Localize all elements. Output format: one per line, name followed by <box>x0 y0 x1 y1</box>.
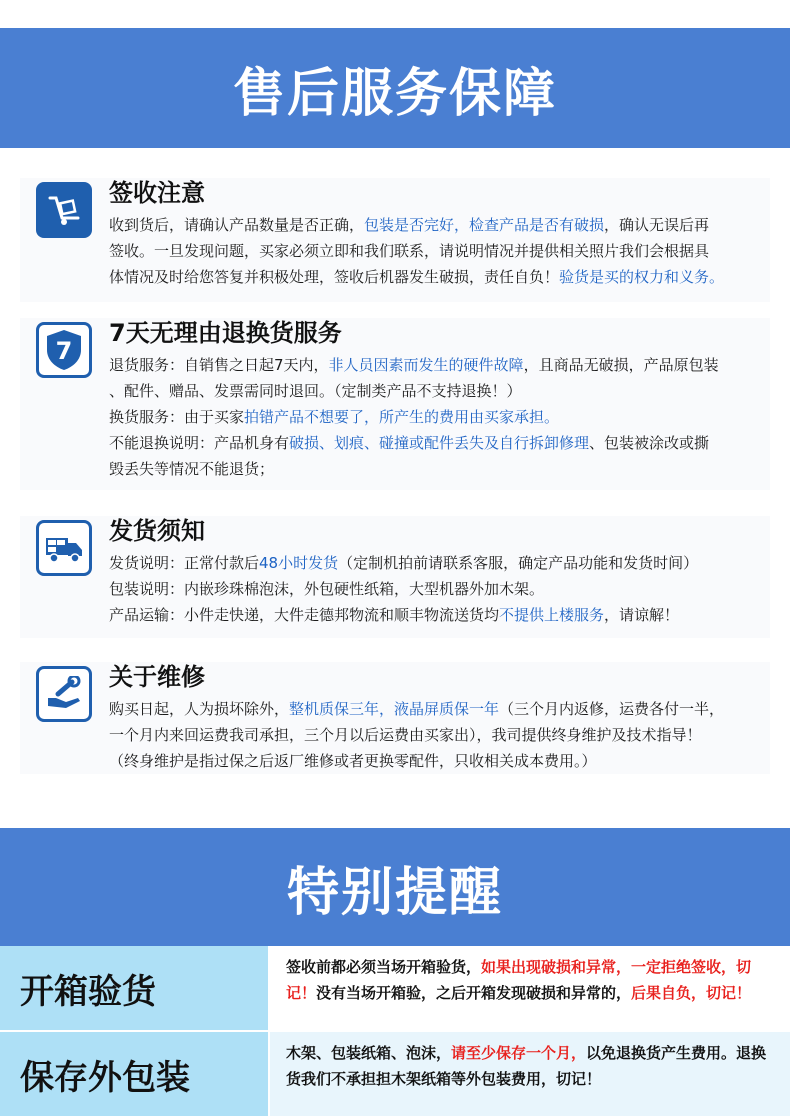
body-text: 换货服务：由于买家 <box>109 408 245 426</box>
warning-text: 请至少保存一个月， <box>451 1044 587 1062</box>
reminder-label: 开箱验货 <box>0 946 268 1032</box>
top-whitespace <box>0 0 790 28</box>
body-line <box>109 352 764 378</box>
section-seven-day-return <box>20 318 770 490</box>
highlight-text: 拍错产品不想要了，所产生的费用由买家承担。 <box>244 408 560 426</box>
body-text: 产品运输：小件走快递，大件走德邦物流和顺丰物流送货均 <box>109 606 500 624</box>
after-sales-banner <box>0 28 790 148</box>
highlight-text: 破损、划痕、碰撞或配件丢失及自行拆卸修理 <box>289 434 590 452</box>
body-text: ，且商品无破损，产品原包装 <box>523 356 719 374</box>
seven-day-shield-icon <box>36 322 92 378</box>
body-line <box>109 264 764 290</box>
section-title: 发货须知 <box>109 517 205 545</box>
body-line <box>109 550 764 576</box>
svg-text:7: 7 <box>55 337 73 365</box>
body-line <box>109 238 764 264</box>
body-line <box>109 212 764 238</box>
body-text: （三个月内返修，运费各付一半， <box>499 700 725 718</box>
body-text: 一个月内来回运费我司承担，三个月以后运费由买家出），我司提供终身维护及技术指导！ <box>109 726 702 744</box>
special-reminder-banner <box>0 828 790 946</box>
special-reminder-title: 特别提醒 <box>286 862 503 923</box>
body-line <box>109 696 764 722</box>
body-text: 不能退换说明：产品机身有 <box>109 434 290 452</box>
warning-text: 后果自负，切记！ <box>631 984 752 1002</box>
reminder-body-text: 木架、包装纸箱、泡沫， <box>286 1044 452 1062</box>
section-body <box>109 550 764 628</box>
wrench-hand-icon <box>36 666 92 722</box>
section-title: 7天无理由退换货服务 <box>109 319 342 347</box>
section-body <box>109 352 764 482</box>
body-text: 毁丢失等情况不能退货； <box>109 460 275 478</box>
reminder-text <box>268 1032 790 1118</box>
body-text: 收到货后，请确认产品数量是否正确， <box>109 216 365 234</box>
body-text: 体情况及时给您答复并积极处理，签收后机器发生破损，责任自负！ <box>109 268 560 286</box>
section-title: 签收注意 <box>109 179 205 207</box>
highlight-text: 非人员因素而发生的硬件故障 <box>328 356 524 374</box>
section-repair <box>20 662 770 774</box>
section-shipping-notice <box>20 516 770 638</box>
body-line <box>109 378 764 404</box>
reminder-text <box>268 946 790 1032</box>
body-text: 退货服务：自销售之日起7天内， <box>109 356 329 374</box>
highlight-text: 包装是否完好，检查产品是否有破损 <box>364 216 605 234</box>
body-line <box>109 456 764 482</box>
highlight-text: 验货是买的权力和义务。 <box>559 268 725 286</box>
delivery-truck-icon <box>36 520 92 576</box>
section-body <box>109 212 764 290</box>
body-text: ，请谅解！ <box>604 606 680 624</box>
body-text: 签收。一旦发现问题，买家必须立即和我们联系，请说明情况并提供相关照片我们会根据具 <box>109 242 710 260</box>
body-text: 、包装被涂改或撕 <box>589 434 710 452</box>
reminder-label: 保存外包装 <box>0 1032 268 1118</box>
reminder-table <box>0 946 790 1118</box>
reminder-row-packaging <box>0 1032 790 1118</box>
body-text: （终身维护是指过保之后返厂维修或者更换零配件，只收相关成本费用。） <box>109 752 597 770</box>
section-signing-notice <box>20 178 770 302</box>
body-text: 包装说明：内嵌珍珠棉泡沫，外包硬性纸箱，大型机器外加木架。 <box>109 580 545 598</box>
body-text: 、配件、赠品、发票需同时退回。（定制类产品不支持退换！） <box>109 382 522 400</box>
reminder-body-text: 以免退换货产生费用。 <box>586 1044 737 1062</box>
body-text: 发货说明：正常付款后 <box>109 554 260 572</box>
warning-text: 如果出现破损和异常，一定拒绝签收，切记！ <box>286 958 752 1002</box>
highlight-text: 不提供上楼服务 <box>499 606 605 624</box>
body-text: ，确认无误后再 <box>604 216 710 234</box>
section-title: 关于维修 <box>109 663 205 691</box>
after-sales-title: 售后服务保障 <box>232 63 557 124</box>
body-line <box>109 602 764 628</box>
section-body <box>109 696 764 774</box>
body-line <box>109 430 764 456</box>
reminder-body-text: 没有当场开箱验，之后开箱发现破损和异常的， <box>316 984 632 1002</box>
highlight-text: 整机质保三年，液晶屏质保一年 <box>289 700 500 718</box>
body-line <box>109 722 764 748</box>
highlight-text: 48小时发货 <box>259 554 339 572</box>
hand-truck-icon <box>36 182 92 238</box>
body-line <box>109 576 764 602</box>
body-line <box>109 748 764 774</box>
reminder-body-text: 签收前都必须当场开箱验货， <box>286 958 482 976</box>
body-text: （定制机拍前请联系客服，确定产品功能和发货时间） <box>338 554 699 572</box>
body-line <box>109 404 764 430</box>
reminder-row-unboxing <box>0 946 790 1032</box>
reminder-body-text: 退换货我们不承担担木架纸箱等外包装费用，切记！ <box>286 1044 767 1088</box>
body-text: 购买日起，人为损坏除外， <box>109 700 290 718</box>
